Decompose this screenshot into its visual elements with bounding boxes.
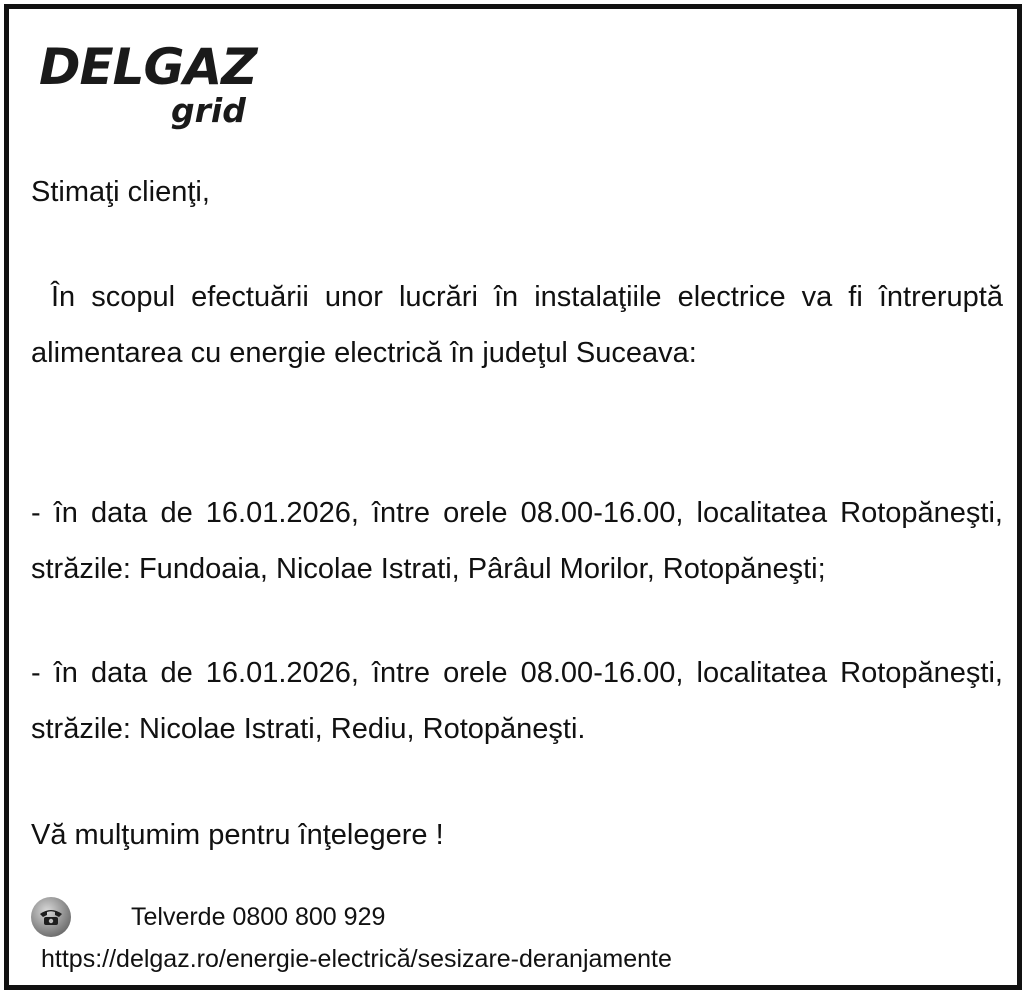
outage-item: - în data de 16.01.2026, între orele 08.00-16.00, localitatea Rotopăneşti, străzile: Nicolae Istrati, Rediu, Rotopăneşti.: [31, 657, 1003, 745]
delgaz-grid-logo: [39, 37, 279, 137]
thanks-line: Vă mulţumim pentru înţelegere !: [31, 819, 444, 851]
greeting: Stimaţi clienţi,: [31, 176, 210, 208]
logo-sub: grid: [171, 91, 246, 130]
telephone-icon: [31, 897, 71, 937]
notice-frame: [4, 4, 1022, 990]
intro-paragraph: În scopul efectuării unor lucrări în instalaţiile electrice va fi întreruptă alimentarea cu energie electrică în judeţul Suceava:: [31, 281, 1003, 369]
phone-row: [31, 897, 385, 937]
outage-item: - în data de 16.01.2026, între orele 08.00-16.00, localitatea Rotopăneşti, străzile: Fundoaia, Nicolae Istrati, Pârâul Morilor, Rotopăneşti;: [31, 497, 1003, 585]
report-url[interactable]: https://delgaz.ro/energie-electrică/sesizare-deranjamente: [41, 945, 672, 973]
phone-number: Telverde 0800 800 929: [131, 902, 386, 931]
logo-brand: DELGAZ: [39, 38, 257, 96]
